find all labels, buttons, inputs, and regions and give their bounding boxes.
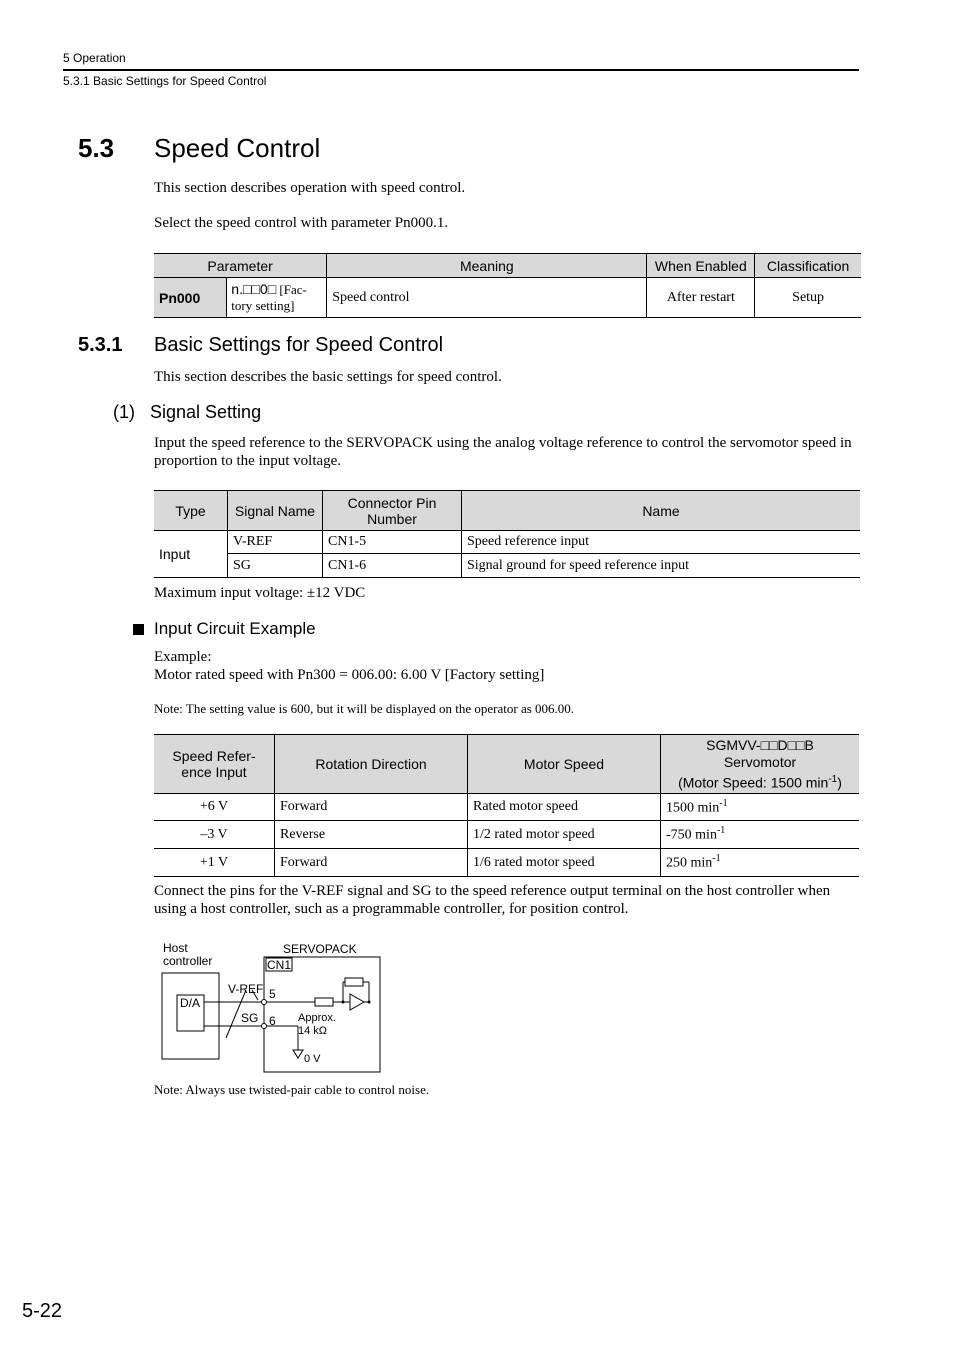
name-sg: Signal ground for speed reference input (462, 554, 861, 578)
twisted-pair-note: Note: Always use twisted-pair cable to control noise. (154, 1082, 430, 1097)
setting-box-icon: □ (267, 281, 277, 297)
resistance-label: 14 kΩ (298, 1025, 328, 1037)
header-servomotor (661, 735, 860, 794)
sg-label: SG (241, 1011, 259, 1025)
header-motor-speed: Motor Speed (468, 735, 661, 794)
ref-input: +1 V (154, 849, 275, 877)
table-row (154, 794, 859, 821)
terminal-5 (262, 1000, 267, 1005)
servomotor-value: 250 $\min^{-1}$ (661, 849, 860, 877)
name-vref: Speed reference input (462, 531, 861, 554)
speed-table (154, 734, 859, 877)
table-row (154, 531, 860, 554)
header-meaning: Meaning (327, 254, 647, 278)
terminal-6 (262, 1024, 267, 1029)
section-title: Speed Control (154, 133, 321, 163)
signal-setting-text: Input the speed reference to the SERVOPACK using the analog voltage reference to control the servomotor speed in proportion to the input voltage. (154, 435, 852, 469)
header-type: Type (154, 491, 228, 531)
circuit-diagram (160, 940, 390, 1080)
servomotor-model: SGMVV-□□D□□B (706, 736, 814, 753)
servomotor-speed: (Motor Speed: 1500 $\min^{-1}$) (678, 773, 842, 791)
pin6-label: 6 (269, 1014, 276, 1028)
header-name: Name (462, 491, 861, 531)
host-box (162, 973, 219, 1059)
param-when-enabled: After restart (647, 278, 755, 318)
host-controller-label: Host controller (163, 941, 213, 968)
signal-setting-title: (1) Signal Setting (113, 402, 262, 422)
ground-icon (293, 1050, 303, 1058)
header-rotation: Rotation Direction (275, 735, 468, 794)
header-speed-ref: Speed Refer-ence Input (154, 735, 275, 794)
vref-label: V-REF (228, 982, 264, 996)
header-classification: Classification (755, 254, 861, 278)
subsection-number: 5.3.1 (78, 334, 123, 356)
example-text: Motor rated speed with Pn300 = 006.00: 6.00 V [Factory setting] (154, 667, 545, 683)
header-signal-name: Signal Name (228, 491, 323, 531)
type-input: Input (154, 531, 228, 578)
header-rule (63, 69, 859, 71)
servomotor-value: -750 $\min^{-1}$ (661, 821, 860, 849)
table-row (154, 821, 859, 849)
page-number: 5-22 (22, 1300, 63, 1322)
example-label: Example: (154, 649, 212, 665)
section-header: 5.3.1 Basic Settings for Speed Control (63, 74, 267, 88)
rotation-direction: Forward (275, 849, 468, 877)
rotation-direction: Reverse (275, 821, 468, 849)
feedback-resistor-icon (345, 978, 363, 986)
servomotor-speed-sup: -1 (828, 773, 838, 785)
servomotor-label: Servomotor (723, 753, 797, 770)
ref-input: +6 V (154, 794, 275, 821)
section-intro: This section describes operation with speed control. (154, 180, 466, 196)
bullet-square-icon (133, 624, 144, 635)
ref-input: –3 V (154, 821, 275, 849)
opamp-icon (350, 994, 364, 1010)
servomotor-value: 1500 $\min^{-1}$ (661, 794, 860, 821)
pin-sg: CN1-6 (323, 554, 462, 578)
param-code: Pn000 (154, 278, 227, 318)
ground-label: 0 V (304, 1053, 321, 1065)
param-setting (227, 278, 327, 318)
pin5-label: 5 (269, 987, 276, 1001)
cn1-label: CN1 (267, 958, 292, 972)
connect-text: Connect the pins for the V-REF signal and SG to the speed reference output terminal on the host controller when using a host controller, such as a programmable controller, for position control. (154, 883, 831, 917)
select-text: Select the speed control with parameter Pn000.1. (154, 215, 449, 231)
table-row (154, 849, 859, 877)
subsection-title: Basic Settings for Speed Control (154, 334, 444, 356)
param-classification: Setup (755, 278, 861, 318)
subsection-intro: This section describes the basic settings for speed control. (154, 369, 502, 385)
setting-prefix: n. (231, 281, 243, 297)
circuit-example-title: Input Circuit Example (154, 619, 316, 638)
setting-note-text: Note: The setting value is 600, but it will be displayed on the operator as 006.00. (154, 701, 575, 716)
servomotor-speed-text: (Motor Speed: 1500 min (678, 774, 829, 791)
signal-vref: V-REF (228, 531, 323, 554)
pin-vref: CN1-5 (323, 531, 462, 554)
header-connector-pin: Connector Pin Number (323, 491, 462, 531)
approx-label: Approx. (298, 1012, 336, 1024)
header-when-enabled: When Enabled (647, 254, 755, 278)
setting-digit: 0 (259, 281, 268, 297)
table-row (154, 554, 860, 578)
resistor-icon (315, 998, 333, 1006)
setting-boxes-icon: □□ (242, 281, 260, 297)
rotation-direction: Forward (275, 794, 468, 821)
param-meaning: Speed control (327, 278, 647, 318)
setting-note: [Fac-tory setting] (231, 282, 307, 313)
parameter-table (154, 253, 861, 318)
signal-table (154, 490, 860, 578)
signal-sg: SG (228, 554, 323, 578)
motor-speed: Rated motor speed (468, 794, 661, 821)
max-voltage: Maximum input voltage: ±12 VDC (154, 585, 366, 601)
motor-speed: 1/2 rated motor speed (468, 821, 661, 849)
servopack-label: SERVOPACK (283, 942, 357, 956)
chapter-header: 5 Operation (63, 51, 126, 65)
da-label: D/A (180, 996, 201, 1010)
header-parameter: Parameter (154, 254, 327, 278)
motor-speed: 1/6 rated motor speed (468, 849, 661, 877)
section-number: 5.3 (78, 133, 115, 163)
